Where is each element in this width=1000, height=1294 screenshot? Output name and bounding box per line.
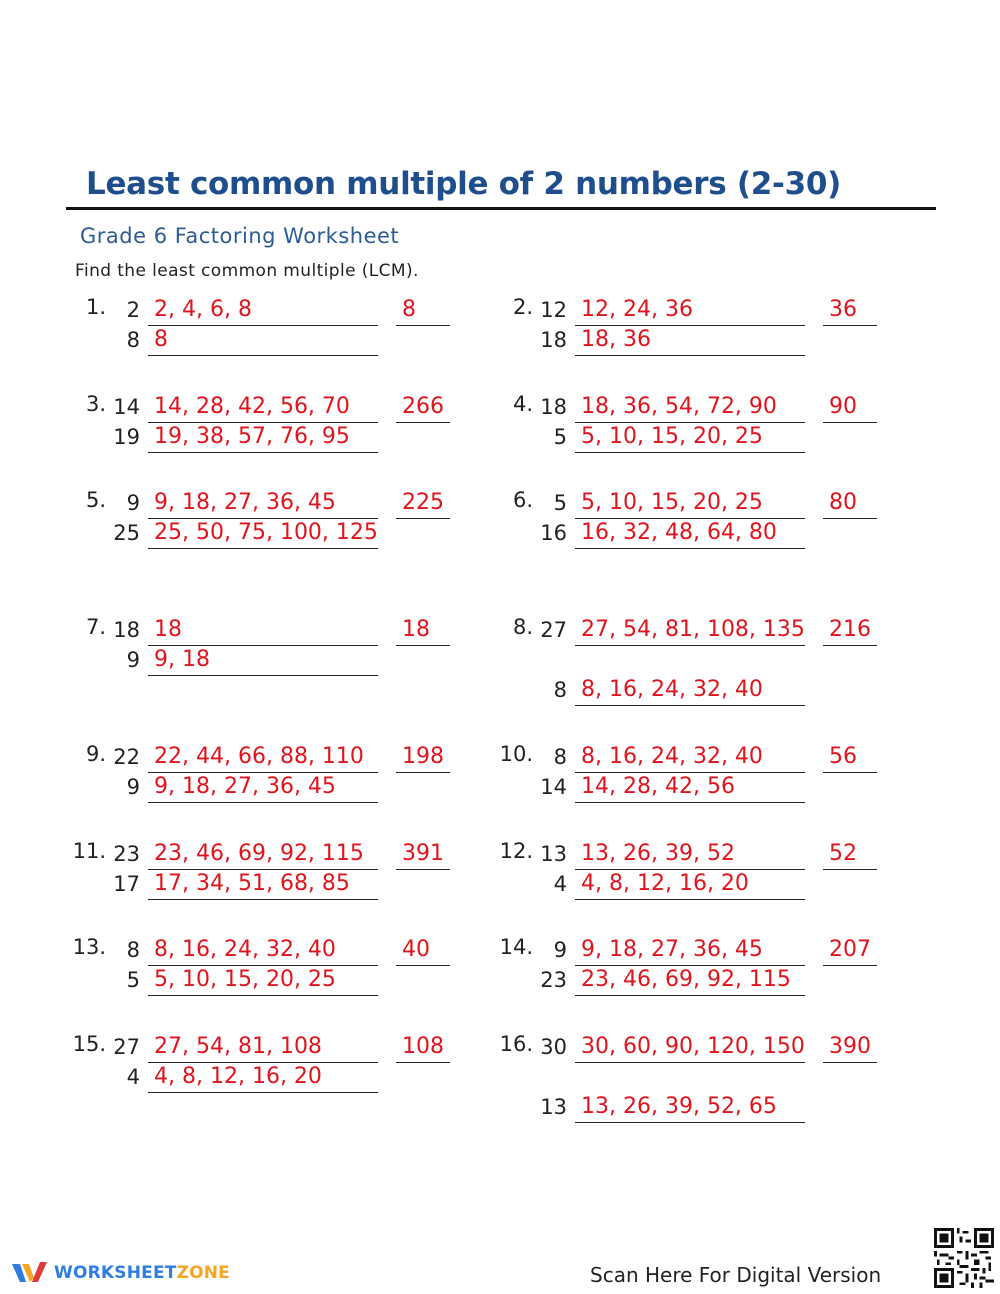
problem-5 — [68, 488, 488, 598]
second-multiples: 19, 38, 57, 76, 95 — [148, 422, 378, 453]
lcm-answer: 207 — [823, 935, 877, 966]
brand-accent: ZONE — [176, 1263, 230, 1283]
second-number: 25 — [113, 521, 140, 545]
second-number: 8 — [553, 678, 567, 702]
title-divider — [66, 207, 936, 210]
first-number: 18 — [113, 618, 140, 642]
lcm-answer: 90 — [823, 392, 877, 423]
problem-14 — [495, 935, 915, 1045]
problem-number: 7. — [85, 615, 106, 639]
problem-number: 11. — [72, 839, 106, 863]
problem-2 — [495, 295, 915, 405]
first-number: 8 — [553, 745, 567, 769]
first-number: 12 — [540, 298, 567, 322]
first-multiples: 30, 60, 90, 120, 150 — [575, 1032, 805, 1063]
lcm-answer: 391 — [396, 839, 450, 870]
lcm-answer: 225 — [396, 488, 450, 519]
first-number: 27 — [540, 618, 567, 642]
brand-name — [54, 1263, 230, 1283]
first-multiples: 12, 24, 36 — [575, 295, 805, 326]
second-multiples: 9, 18 — [148, 645, 378, 676]
first-multiples: 14, 28, 42, 56, 70 — [148, 392, 378, 423]
first-number: 18 — [540, 395, 567, 419]
first-number: 27 — [113, 1035, 140, 1059]
problem-number: 6. — [512, 488, 533, 512]
lcm-answer: 52 — [823, 839, 877, 870]
first-number: 8 — [126, 938, 140, 962]
problem-4 — [495, 392, 915, 502]
first-multiples: 8, 16, 24, 32, 40 — [148, 935, 378, 966]
first-number: 30 — [540, 1035, 567, 1059]
lcm-answer: 216 — [823, 615, 877, 646]
second-multiples: 14, 28, 42, 56 — [575, 772, 805, 803]
second-multiples: 18, 36 — [575, 325, 805, 356]
problem-number: 12. — [499, 839, 533, 863]
lcm-answer: 198 — [396, 742, 450, 773]
lcm-answer: 18 — [396, 615, 450, 646]
first-multiples: 13, 26, 39, 52 — [575, 839, 805, 870]
first-multiples: 9, 18, 27, 36, 45 — [148, 488, 378, 519]
problem-number: 16. — [499, 1032, 533, 1056]
first-multiples: 9, 18, 27, 36, 45 — [575, 935, 805, 966]
problem-1 — [68, 295, 488, 405]
problem-12 — [495, 839, 915, 949]
problem-number: 4. — [512, 392, 533, 416]
second-number: 17 — [113, 872, 140, 896]
problem-number: 13. — [72, 935, 106, 959]
lcm-answer: 40 — [396, 935, 450, 966]
lcm-answer: 80 — [823, 488, 877, 519]
first-multiples: 22, 44, 66, 88, 110 — [148, 742, 378, 773]
second-number: 4 — [553, 872, 567, 896]
second-multiples: 9, 18, 27, 36, 45 — [148, 772, 378, 803]
lcm-answer: 8 — [396, 295, 450, 326]
first-number: 14 — [113, 395, 140, 419]
second-number: 8 — [126, 328, 140, 352]
second-multiples: 5, 10, 15, 20, 25 — [148, 965, 378, 996]
problem-16 — [495, 1032, 915, 1142]
first-multiples: 18, 36, 54, 72, 90 — [575, 392, 805, 423]
second-multiples: 13, 26, 39, 52, 65 — [575, 1092, 805, 1123]
second-number: 18 — [540, 328, 567, 352]
lcm-answer: 108 — [396, 1032, 450, 1063]
second-number: 5 — [553, 425, 567, 449]
lcm-answer: 390 — [823, 1032, 877, 1063]
second-number: 5 — [126, 968, 140, 992]
first-number: 9 — [126, 491, 140, 515]
problem-number: 8. — [512, 615, 533, 639]
lcm-answer: 56 — [823, 742, 877, 773]
second-number: 14 — [540, 775, 567, 799]
problem-number: 3. — [85, 392, 106, 416]
qr-code-icon[interactable] — [934, 1228, 994, 1288]
second-number: 23 — [540, 968, 567, 992]
second-multiples: 8 — [148, 325, 378, 356]
problem-number: 1. — [85, 295, 106, 319]
second-multiples: 4, 8, 12, 16, 20 — [148, 1062, 378, 1093]
problem-7 — [68, 615, 488, 725]
problem-number: 9. — [85, 742, 106, 766]
problem-10 — [495, 742, 915, 852]
second-multiples: 5, 10, 15, 20, 25 — [575, 422, 805, 453]
problem-15 — [68, 1032, 488, 1142]
second-number: 19 — [113, 425, 140, 449]
first-multiples: 23, 46, 69, 92, 115 — [148, 839, 378, 870]
problem-number: 5. — [85, 488, 106, 512]
first-multiples: 18 — [148, 615, 378, 646]
worksheet-title: Least common multiple of 2 numbers (2-30) — [86, 166, 842, 202]
instructions: Find the least common multiple (LCM). — [75, 261, 419, 281]
first-number: 5 — [553, 491, 567, 515]
first-multiples: 8, 16, 24, 32, 40 — [575, 742, 805, 773]
problem-8 — [495, 615, 915, 725]
first-multiples: 27, 54, 81, 108, 135 — [575, 615, 805, 646]
brand-main: WORKSHEET — [54, 1263, 177, 1283]
second-number: 16 — [540, 521, 567, 545]
problem-number: 10. — [499, 742, 533, 766]
second-multiples: 4, 8, 12, 16, 20 — [575, 869, 805, 900]
second-number: 4 — [126, 1065, 140, 1089]
first-number: 9 — [553, 938, 567, 962]
lcm-answer: 36 — [823, 295, 877, 326]
first-number: 13 — [540, 842, 567, 866]
problem-number: 14. — [499, 935, 533, 959]
first-multiples: 2, 4, 6, 8 — [148, 295, 378, 326]
worksheetzone-brand[interactable] — [12, 1258, 230, 1288]
first-multiples: 27, 54, 81, 108 — [148, 1032, 378, 1063]
second-multiples: 17, 34, 51, 68, 85 — [148, 869, 378, 900]
problem-9 — [68, 742, 488, 852]
second-number: 9 — [126, 648, 140, 672]
worksheetzone-logo-icon — [12, 1260, 48, 1286]
first-multiples: 5, 10, 15, 20, 25 — [575, 488, 805, 519]
problem-3 — [68, 392, 488, 502]
first-number: 23 — [113, 842, 140, 866]
problem-6 — [495, 488, 915, 598]
second-multiples: 25, 50, 75, 100, 125 — [148, 518, 378, 549]
problem-number: 15. — [72, 1032, 106, 1056]
problem-11 — [68, 839, 488, 949]
lcm-answer: 266 — [396, 392, 450, 423]
problem-13 — [68, 935, 488, 1045]
worksheet-subtitle: Grade 6 Factoring Worksheet — [80, 224, 400, 248]
second-multiples: 23, 46, 69, 92, 115 — [575, 965, 805, 996]
first-number: 2 — [126, 298, 140, 322]
scan-instruction: Scan Here For Digital Version — [590, 1263, 882, 1287]
first-number: 22 — [113, 745, 140, 769]
second-number: 13 — [540, 1095, 567, 1119]
second-multiples: 8, 16, 24, 32, 40 — [575, 675, 805, 706]
second-number: 9 — [126, 775, 140, 799]
second-multiples: 16, 32, 48, 64, 80 — [575, 518, 805, 549]
problem-number: 2. — [512, 295, 533, 319]
